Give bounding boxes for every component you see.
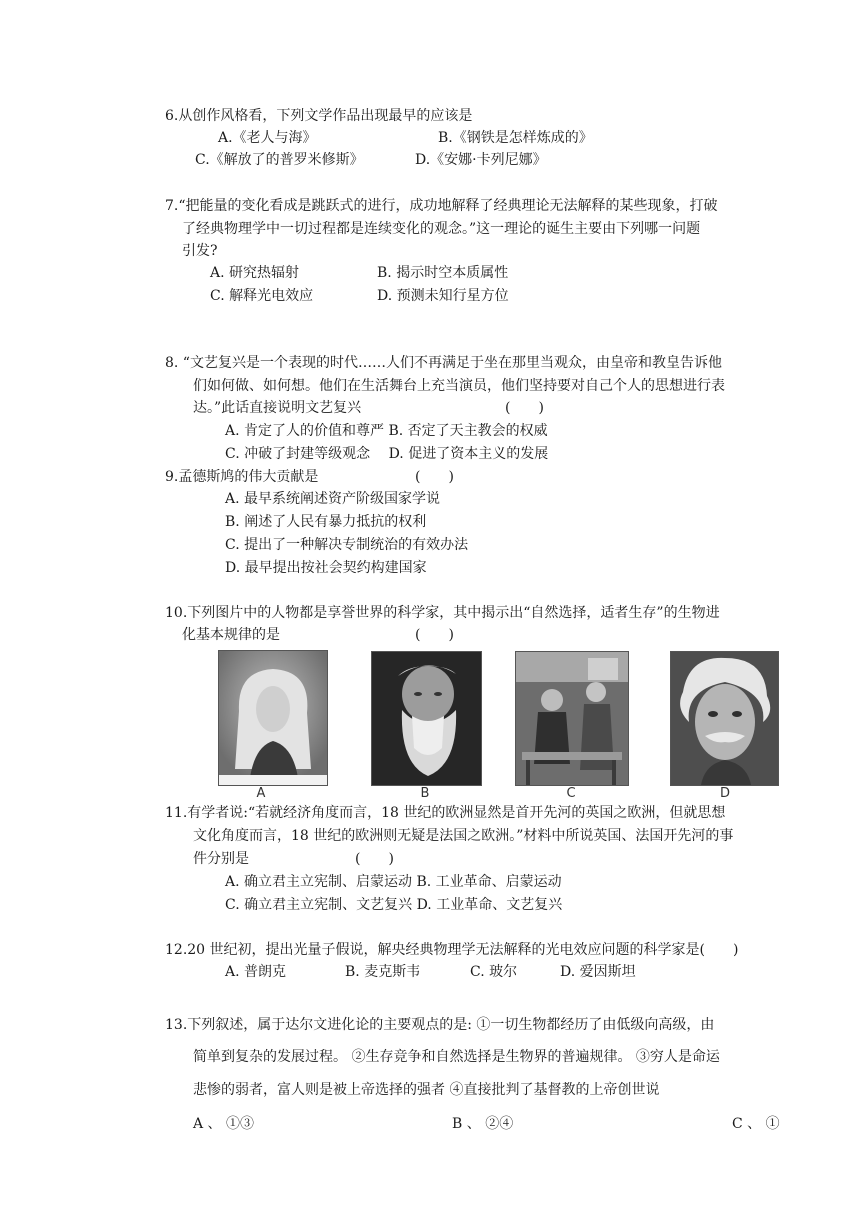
q11-line-2: 文化角度而言，18 世纪的欧洲则无疑是法国之欧洲。”材料中所说英国、法国开先河的事: [193, 828, 734, 844]
q8-line-1: 8. “文艺复兴是一个表现的时代……人们不再满足于坐在那里当观众，由皇帝和教皇告诉他: [165, 355, 722, 371]
q6-option-d: D.《安娜·卡列尼娜》: [415, 152, 547, 168]
q11-line-1: 11.有学者说:“若就经济角度而言，18 世纪的欧洲显然是首开先河的英国之欧洲，但就思想: [165, 805, 726, 821]
q7-option-c: C. 解释光电效应: [210, 288, 314, 304]
q12-option-b: B. 麦克斯韦: [345, 964, 421, 980]
q12-option-a: A. 普朗克: [225, 964, 287, 980]
portrait-c-caption: C: [566, 786, 576, 801]
q9-option-d: D. 最早提出按社会契约构建国家: [225, 560, 427, 576]
q6-option-b: B.《钢铁是怎样炼成的》: [438, 130, 593, 146]
q9-answer-bracket: ( ): [415, 469, 454, 485]
q6-option-a: A.《老人与海》: [218, 130, 317, 146]
portrait-b-caption: B: [420, 786, 430, 801]
portrait-b-image: [371, 651, 482, 786]
portrait-c-image: [515, 651, 629, 786]
q7-option-b: B. 揭示时空本质属性: [377, 265, 509, 281]
q8-line-2: 们如何做、如何想。他们在生活舞台上充当演员，他们坚持要对自己个人的思想进行表: [193, 378, 725, 394]
q10-line-1: 10.下列图片中的人物都是享誉世界的科学家，其中揭示出“自然选择，适者生存”的生物进: [165, 605, 720, 621]
q9-option-c: C. 提出了一种解决专制统治的有效办法: [225, 537, 469, 553]
q12-option-c: C. 玻尔: [470, 964, 518, 980]
portrait-d-caption: D: [719, 786, 730, 801]
q8-answer-bracket: ( ): [505, 400, 544, 416]
q8-options-cd: C. 冲破了封建等级观念 D. 促进了资本主义的发展: [225, 446, 549, 462]
portrait-a-drawing: [219, 651, 327, 785]
q13-line-1: 13.下列叙述，属于达尔文进化论的主要观点的是: ①一切生物都经历了由低级向高级，由: [165, 1017, 715, 1033]
portrait-a-image: [218, 650, 328, 786]
q12-option-d: D. 爱因斯坦: [560, 964, 636, 980]
q9-option-b: B. 阐述了人民有暴力抵抗的权利: [225, 514, 427, 530]
q13-line-3: 悲惨的弱者，富人则是被上帝选择的强者 ④直接批判了基督教的上帝创世说: [193, 1082, 660, 1098]
q7-line-1: 7.“把能量的变化看成是跳跃式的进行，成功地解释了经典理论无法解释的某些现象，打破: [165, 198, 718, 214]
q11-line-3: 件分别是: [193, 851, 249, 867]
q7-option-a: A. 研究热辐射: [210, 265, 300, 281]
q11-answer-bracket: ( ): [355, 851, 394, 867]
q7-line-3: 引发?: [182, 243, 218, 259]
q7-option-d: D. 预测未知行星方位: [377, 288, 509, 304]
q9-stem: 9.孟德斯鸠的伟大贡献是: [165, 469, 319, 485]
q13-option-a: A 、 ①③: [193, 1116, 255, 1132]
q6-option-c: C.《解放了的普罗米修斯》: [195, 152, 364, 168]
portrait-a-caption: A: [256, 786, 266, 801]
q13-option-b: B 、 ②④: [452, 1116, 514, 1132]
q8-line-3: 达。”此话直接说明文艺复兴: [193, 400, 362, 416]
q6-stem: 6.从创作风格看，下列文学作品出现最早的应该是: [165, 108, 473, 124]
q8-options-ab: A. 肯定了人的价值和尊严 B. 否定了天主教会的权威: [225, 423, 548, 439]
q12-stem: 12.20 世纪初，提出光量子假说，解央经典物理学无法解释的光电效应问题的科学家是( ): [165, 942, 739, 958]
portrait-c-drawing: [516, 652, 628, 785]
portrait-d-image: [670, 651, 779, 786]
q10-line-2: 化基本规律的是: [182, 627, 280, 643]
q11-options-cd: C. 确立君主立宪制、文艺复兴 D. 工业革命、文艺复兴: [225, 897, 563, 913]
q9-option-a: A. 最早系统阐述资产阶级国家学说: [225, 491, 441, 507]
portrait-b-drawing: [372, 652, 481, 785]
q13-line-2: 简单到复杂的发展过程。 ②生存竞争和自然选择是生物界的普遍规律。 ③穷人是命运: [193, 1049, 720, 1065]
portrait-d-drawing: [671, 652, 778, 785]
q11-options-ab: A. 确立君主立宪制、启蒙运动 B. 工业革命、启蒙运动: [225, 874, 562, 890]
q13-option-c: C 、 ①: [732, 1116, 780, 1132]
q10-answer-bracket: ( ): [415, 627, 454, 643]
q7-line-2: 了经典物理学中一切过程都是连续变化的观念。”这一理论的诞生主要由下列哪一问题: [182, 221, 701, 237]
